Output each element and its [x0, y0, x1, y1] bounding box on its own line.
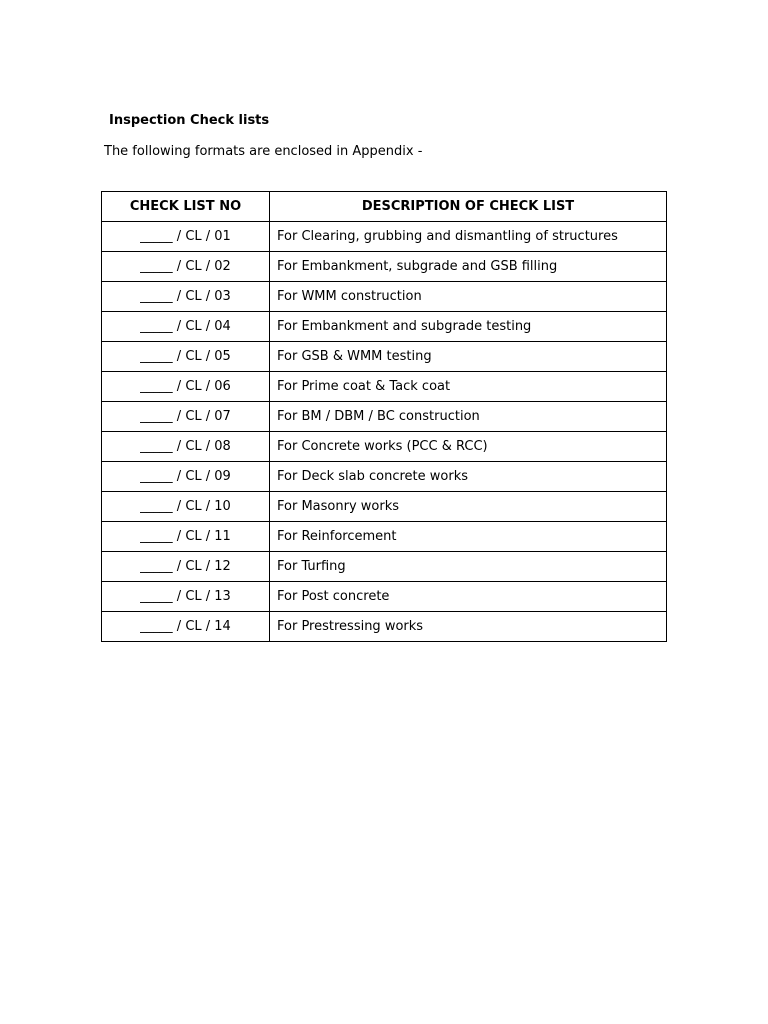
table-header-row: [102, 192, 667, 222]
check-list-number: _____ / CL / 06: [102, 372, 270, 402]
table-row: [102, 342, 667, 372]
check-list-number: _____ / CL / 08: [102, 432, 270, 462]
table-row: [102, 252, 667, 282]
check-list-number: _____ / CL / 11: [102, 522, 270, 552]
intro-text: The following formats are enclosed in Appendix -: [104, 144, 423, 159]
check-list-number: _____ / CL / 09: [102, 462, 270, 492]
check-list-description: For GSB & WMM testing: [270, 342, 667, 372]
check-list-number: _____ / CL / 03: [102, 282, 270, 312]
check-list-number: _____ / CL / 14: [102, 612, 270, 642]
table-row: [102, 402, 667, 432]
check-list-description: For Deck slab concrete works: [270, 462, 667, 492]
check-list-description: For Prime coat & Tack coat: [270, 372, 667, 402]
table-row: [102, 492, 667, 522]
table-row: [102, 312, 667, 342]
table-row: [102, 372, 667, 402]
check-list-description: For Embankment, subgrade and GSB filling: [270, 252, 667, 282]
check-list-description: For Reinforcement: [270, 522, 667, 552]
check-list-description: For Turfing: [270, 552, 667, 582]
checklist-table: [101, 191, 667, 642]
header-check-list-no: CHECK LIST NO: [102, 192, 270, 222]
table-row: [102, 582, 667, 612]
check-list-description: For Embankment and subgrade testing: [270, 312, 667, 342]
check-list-number: _____ / CL / 05: [102, 342, 270, 372]
check-list-description: For Masonry works: [270, 492, 667, 522]
table-row: [102, 462, 667, 492]
header-description: DESCRIPTION OF CHECK LIST: [270, 192, 667, 222]
table-row: [102, 612, 667, 642]
table-row: [102, 522, 667, 552]
table-row: [102, 432, 667, 462]
document-heading: Inspection Check lists: [109, 113, 270, 128]
check-list-description: For Prestressing works: [270, 612, 667, 642]
check-list-description: For Concrete works (PCC & RCC): [270, 432, 667, 462]
check-list-number: _____ / CL / 10: [102, 492, 270, 522]
check-list-number: _____ / CL / 01: [102, 222, 270, 252]
check-list-number: _____ / CL / 04: [102, 312, 270, 342]
table-row: [102, 282, 667, 312]
check-list-description: For Clearing, grubbing and dismantling of structures: [270, 222, 667, 252]
check-list-description: For WMM construction: [270, 282, 667, 312]
check-list-number: _____ / CL / 07: [102, 402, 270, 432]
check-list-number: _____ / CL / 02: [102, 252, 270, 282]
check-list-number: _____ / CL / 12: [102, 552, 270, 582]
check-list-description: For BM / DBM / BC construction: [270, 402, 667, 432]
check-list-number: _____ / CL / 13: [102, 582, 270, 612]
check-list-description: For Post concrete: [270, 582, 667, 612]
table-row: [102, 552, 667, 582]
table-row: [102, 222, 667, 252]
